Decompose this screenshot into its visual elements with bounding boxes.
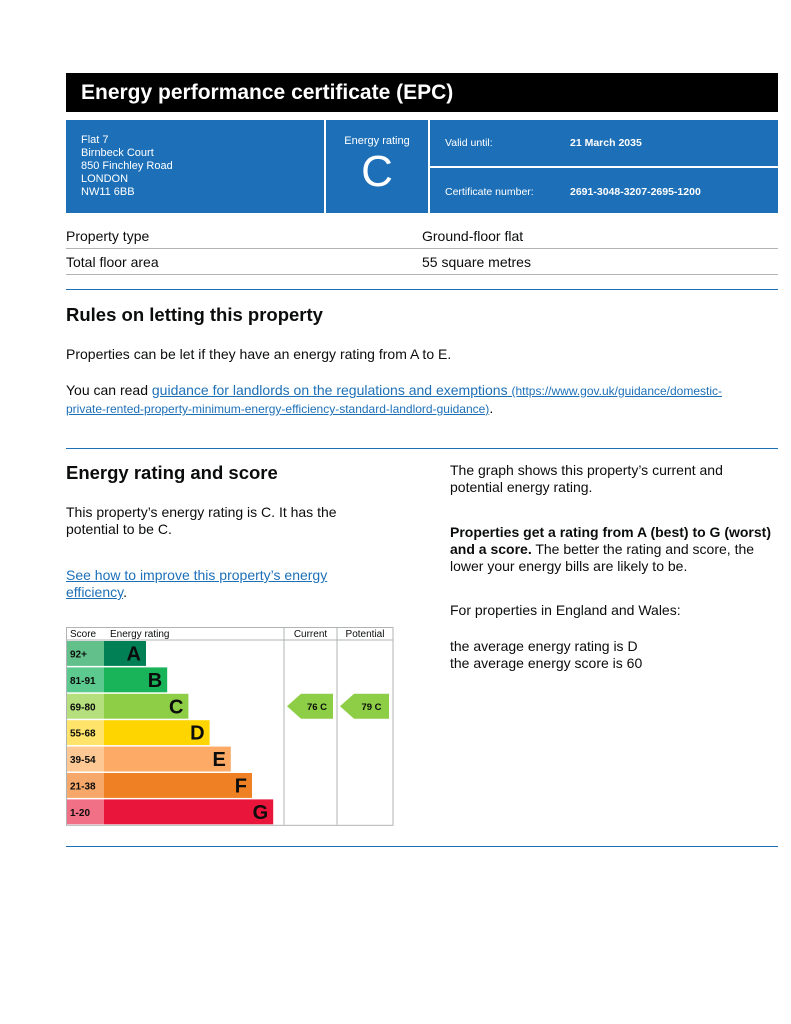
valid-until-label: Valid until: <box>445 137 493 149</box>
score-range-label: 55-68 <box>70 728 96 740</box>
guidance-suffix: . <box>489 400 494 416</box>
rating-explanation-bold-1: Properties get a rating from A (best) to G (worst) <box>450 524 771 540</box>
score-range-label: 92+ <box>70 649 87 661</box>
property-type-row <box>66 222 778 249</box>
average-rating: the average energy rating is D <box>450 638 638 654</box>
energy-rating-chart <box>66 627 394 829</box>
rating-band-letter: D <box>190 722 205 745</box>
rating-explanation <box>450 524 771 575</box>
guidance-link[interactable] <box>152 382 722 398</box>
rating-band-letter: G <box>252 801 269 824</box>
averages <box>450 638 642 672</box>
address-line: Birnbeck Court <box>81 147 154 159</box>
guidance-link-text: guidance for landlords on the regulations and exemptions <box>151 382 508 398</box>
rules-guidance-paragraph <box>66 382 778 418</box>
certificate-number-box <box>430 168 778 213</box>
rating-explanation-rest: The better the rating and score, the <box>531 541 755 557</box>
graph-description <box>450 462 723 496</box>
improve-suffix: . <box>123 584 127 600</box>
chart-header-potential: Potential <box>345 629 385 640</box>
property-type-value: Ground-floor flat <box>422 228 524 244</box>
certificate-number-value: 2691-3048-3207-2695-1200 <box>570 186 701 198</box>
rating-explanation-line3: lower your energy bills are likely to be. <box>450 558 688 574</box>
section-divider <box>66 448 778 449</box>
score-range-label: 39-54 <box>70 755 96 767</box>
rating-band-letter: E <box>212 749 226 772</box>
rules-paragraph: Properties can be let if they have an energy rating from A to E. <box>66 346 452 362</box>
valid-until-value: 21 March 2035 <box>570 137 642 149</box>
address-line: Flat 7 <box>81 134 109 146</box>
rating-band-letter: F <box>234 775 247 798</box>
section-divider <box>66 846 778 847</box>
address-box <box>66 120 324 213</box>
rating-explanation-bold-2: and a score. <box>450 541 532 557</box>
graph-desc-line1: The graph shows this property’s current and <box>450 462 723 478</box>
floor-area-key: Total floor area <box>66 254 159 270</box>
score-range-label: 21-38 <box>70 781 96 793</box>
guidance-prefix: You can read <box>66 382 152 398</box>
energy-rating-value: C <box>361 147 393 196</box>
score-range-label: 1-20 <box>70 807 91 819</box>
england-wales-note: For properties in England and Wales: <box>450 602 681 618</box>
average-score: the average energy score is 60 <box>450 655 643 671</box>
score-range-label: 81-91 <box>70 675 96 687</box>
energy-rating-label: Energy rating <box>344 135 410 147</box>
improve-paragraph <box>66 567 327 601</box>
chart-header-rating: Energy rating <box>110 629 170 640</box>
graph-desc-line2: potential energy rating. <box>450 479 593 495</box>
section-divider <box>66 289 778 290</box>
energy-rating-box <box>326 120 428 213</box>
rating-band-letter: A <box>126 643 141 666</box>
guidance-link-url-1: (https://www.gov.uk/guidance/domestic- <box>511 384 723 398</box>
floor-area-row <box>66 248 778 275</box>
rating-band-letter: C <box>168 696 184 719</box>
property-type-key: Property type <box>66 228 150 244</box>
score-range-label: 69-80 <box>70 702 96 714</box>
chart-header-score: Score <box>70 629 97 640</box>
rating-band-bar <box>104 799 273 824</box>
rules-heading: Rules on letting this property <box>66 304 323 325</box>
address-line: 850 Finchley Road <box>81 160 173 172</box>
rating-band-bar <box>104 773 252 798</box>
improve-link[interactable] <box>66 567 327 600</box>
floor-area-value: 55 square metres <box>422 254 531 270</box>
certificate-number-label: Certificate number: <box>445 186 534 198</box>
energy-rating-paragraph <box>66 504 337 538</box>
current-rating-marker-label: 76 C <box>306 701 328 713</box>
guidance-link-continued[interactable] <box>66 402 489 416</box>
address-line: LONDON <box>81 173 129 185</box>
energy-para-line2: potential to be C. <box>66 521 172 537</box>
guidance-link-url-2: private-rented-property-minimum-energy-efficiency-standard-landlord-guidance) <box>66 402 490 416</box>
energy-para-line1: This property’s energy rating is C. It has the <box>66 504 337 520</box>
valid-until-box <box>430 120 778 166</box>
improve-link-line2: efficiency <box>66 584 124 600</box>
energy-heading: Energy rating and score <box>66 462 278 483</box>
potential-rating-marker-label: 79 C <box>361 701 382 713</box>
address-line: NW11 6BB <box>81 186 135 198</box>
rating-band-letter: B <box>147 669 163 692</box>
page-title: Energy performance certificate (EPC) <box>66 73 778 112</box>
chart-header-current: Current <box>293 629 328 640</box>
improve-link-line1: See how to improve this property’s energy <box>66 567 328 583</box>
